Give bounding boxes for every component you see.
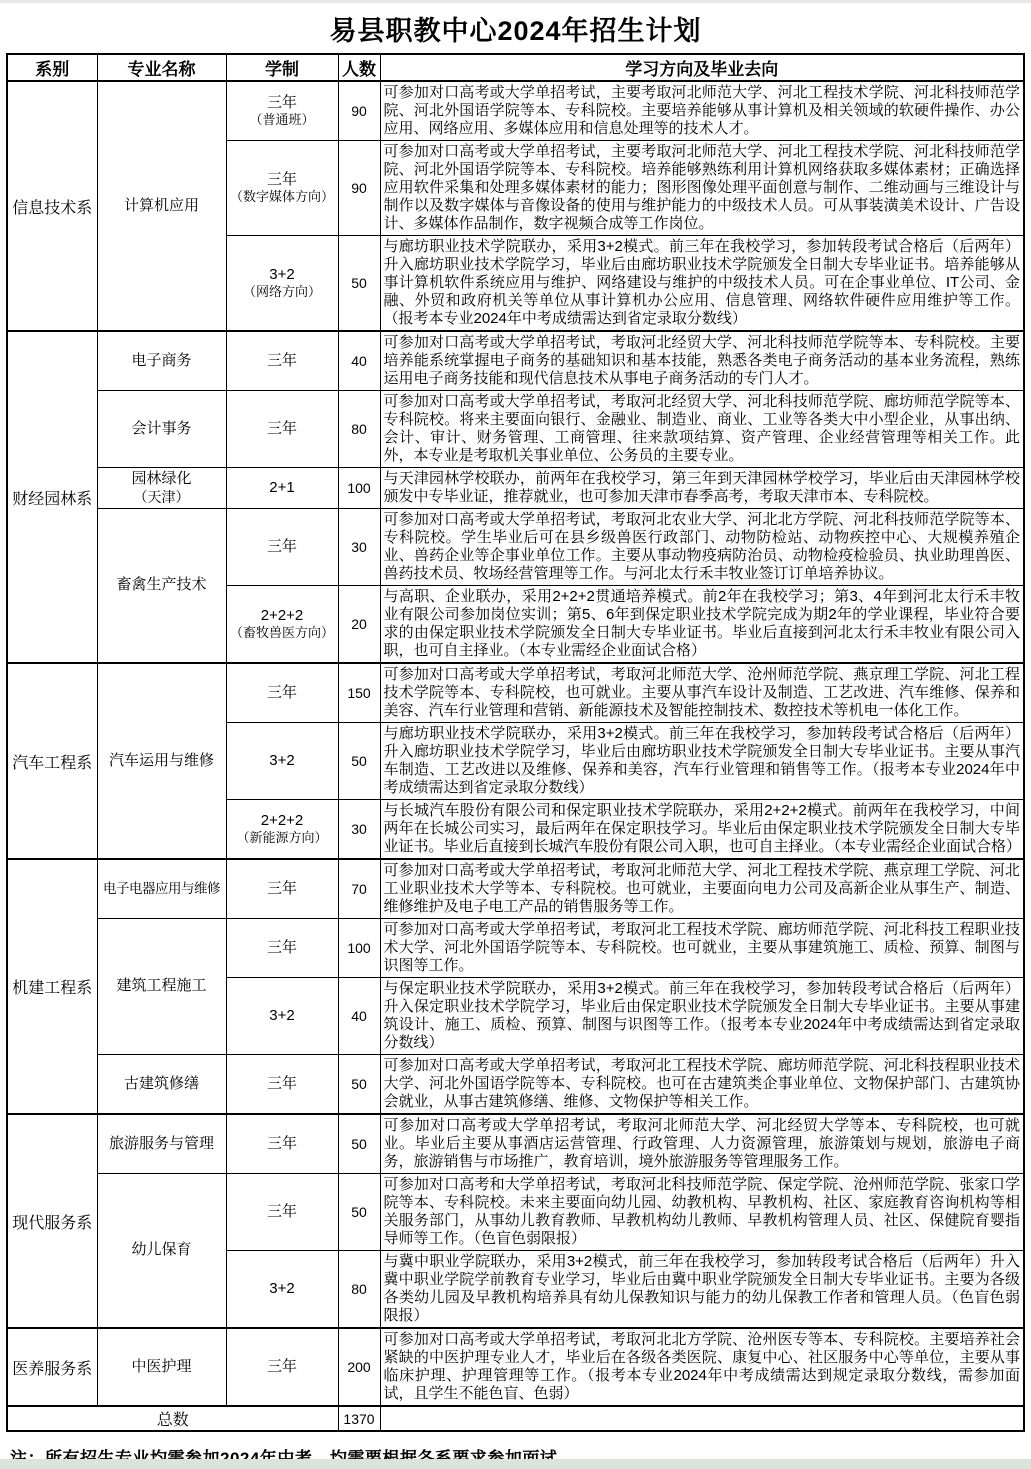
column-header-direction: 学习方向及毕业去向: [380, 54, 1024, 81]
duration-main: 三年: [266, 1135, 297, 1153]
direction-cell: 可参加对口高考或大学单招考试，主要考取河北师范大学、河北工程技术学院、河北科技师范学院、河北外国语学院等本、专科院校。主要培养能够从事计算机及相关领域的软硬件操作、办公应用、网络应用、多媒体应用和信息处理等的技术人才。: [380, 81, 1024, 141]
dept-cell: 机建工程系: [7, 859, 97, 1114]
count-cell: 50: [338, 1055, 380, 1115]
duration-main: 三年: [266, 880, 297, 898]
total-blank-cell: [380, 1406, 1024, 1431]
total-label: 总数: [7, 1406, 338, 1431]
count-cell: 90: [338, 141, 380, 236]
direction-cell: 可参加对口高考或大学单招考试，考取河北工程技术学院、廊坊师范学院、河北科技工程职业技术大学、河北外国语学院等本、专科院校。也可就业，主要从事建筑施工、质检、预算、制图与识图等工作。: [380, 919, 1024, 978]
count-cell: 70: [338, 859, 380, 919]
duration-main: 三年: [266, 93, 297, 111]
duration-cell: [226, 1055, 338, 1115]
direction-cell: 与廊坊职业技术学院联办，采用3+2模式。前三年在我校学习，参加转段考试合格后（后两年）升入廊坊职业技术学院学习，毕业后由廊坊职业技术学院颁发全日制大专毕业证书。培养能够从事计算机软件系统应用与维护、网络建设与维护的中级技术人员。可在企事业单位、IT公司、金融、外贸和政府机关等单位从事计算机办公应用、信息管理、网络软件硬件应用维护等工作。（报考本专业2024年中考成绩需达到省定录取分数线）: [380, 236, 1024, 332]
direction-cell: 可参加对口高考或大学单招考试，考取河北工程技术学院、廊坊师范学院、河北科技程职业技术大学、河北外国语学院等本、专科院校。也可在古建筑类企事业单位、文物保护部门、古建筑协会就业，从事古建筑修缮、维修、文物保护等相关工作。: [380, 1055, 1024, 1115]
duration-cell: [226, 978, 338, 1055]
duration-cell: [226, 723, 338, 800]
direction-cell: 与天津园林学校联办，前两年在我校学习，第三年到天津园林学校学习，毕业后由天津园林学校颁发中专毕业证，推荐就业，也可参加天津市春季高考，考取天津市本、专科院校。: [380, 468, 1024, 509]
direction-cell: 与冀中职业学院联办，采用3+2模式，前三年在我校学习，参加转段考试合格后（后两年）升入冀中职业学院学前教育专业学习，毕业后由冀中职业学院颁发全日制大专毕业证书。主要为各级各类幼儿园及早教机构培养具有幼儿保教知识与能力的幼儿保教工作者和管理人员。（色盲色弱限报）: [380, 1251, 1024, 1329]
major-name: 建筑工程施工: [116, 977, 207, 995]
major-cell: [97, 81, 226, 331]
dept-cell: 财经园林系: [7, 331, 97, 663]
duration-main: 3+2: [269, 1280, 295, 1298]
total-row: [7, 1406, 1024, 1431]
major-cell: [97, 468, 226, 509]
count-cell: 100: [338, 468, 380, 509]
major-name: 古建筑修缮: [123, 1074, 199, 1092]
duration-main: 3+2: [269, 752, 295, 770]
duration-cell: [226, 141, 338, 236]
table-row: [7, 663, 1024, 723]
direction-cell: 可参加对口高考或大学单招考试，主要考取河北师范大学、河北工程技术学院、河北科技师范学院、河北外国语学院等本、专科院校。培养能够熟练利用计算机网络获取多媒体素材；正确选择应用软件采集和处理多媒体素材的能力；图形图像处理平面创意与制作、二维动画与三维设计与制作以及数字媒体与音像设备的使用与维护能力的中级技术人员。可从事装潢美术设计、广告设计、多媒体作品制作，数字视频合成等工作岗位。: [380, 141, 1024, 236]
count-cell: 40: [338, 978, 380, 1055]
major-name: 畜禽生产技术: [116, 576, 207, 594]
major-name: 计算机应用: [123, 196, 199, 214]
table-row: [7, 919, 1024, 978]
major-cell: [97, 509, 226, 664]
duration-main: 三年: [266, 1075, 297, 1093]
count-cell: 80: [338, 391, 380, 468]
major-cell: [97, 1114, 226, 1174]
dept-cell: 现代服务系: [7, 1114, 97, 1328]
table-row: [7, 468, 1024, 509]
table-row: [7, 1328, 1024, 1406]
count-cell: 30: [338, 509, 380, 586]
major-sub: （天津）: [133, 488, 190, 505]
major-name: 旅游服务与管理: [108, 1134, 214, 1152]
duration-cell: [226, 1328, 338, 1406]
direction-cell: 可参加对口高考或大学单招考试，考取河北农业大学、河北北方学院、河北科技师范学院等本、专科院校。学生毕业后可在县乡级兽医行政部门、动物防检站、动物疾控中心、大规模养殖企业、兽药企业等企事业单位工作。主要从事动物疫病防治员、动物检疫检验员、执业助理兽医、兽药技术员、牧场经营管理等工作。与河北太行禾丰牧业签订订单培养协议。: [380, 509, 1024, 586]
table-row: [7, 1114, 1024, 1174]
duration-main: 三年: [266, 352, 297, 370]
count-cell: 200: [338, 1328, 380, 1406]
table-row: [7, 509, 1024, 586]
duration-cell: [226, 1174, 338, 1251]
duration-main: 三年: [266, 420, 297, 438]
duration-cell: [226, 509, 338, 586]
duration-main: 2+1: [269, 479, 295, 497]
column-header-dept: 系别: [7, 54, 97, 81]
direction-cell: 可参加对口高考或大学单招考试，考取河北经贸大学、河北科技师范学院等本、专科院校。主要培养能系统掌握电子商务的基础知识和基本技能，熟悉各类电子商务活动的基本业务流程，熟练运用电子商务技能和现代信息技术从事电子商务活动的专门人才。: [380, 331, 1024, 391]
duration-sub: （畜牧兽医方向）: [229, 625, 334, 641]
column-header-duration: 学制: [226, 54, 338, 81]
duration-cell: [226, 236, 338, 332]
table-row: [7, 331, 1024, 391]
duration-main: 3+2: [269, 1007, 295, 1025]
header-row: [7, 54, 1024, 81]
direction-cell: 可参加对口高考或大学单招考试，考取河北师范大学、河北工程技术学院、燕京理工学院、河北工业职业技术大学等本、专科院校。也可就业，主要面向电力公司及高新企业从事生产、制造、维修维护及电子电工产品的销售服务等工作。: [380, 859, 1024, 919]
table-row: [7, 859, 1024, 919]
duration-sub: （数字媒体方向）: [229, 189, 334, 205]
duration-main: 2+2+2: [260, 606, 304, 624]
major-cell: [97, 663, 226, 859]
page-bottom-strip: [0, 1459, 1031, 1469]
page-title: 易县职教中心2024年招生计划: [329, 16, 702, 46]
duration-sub: （新能源方向）: [236, 830, 328, 846]
duration-cell: [226, 81, 338, 141]
direction-cell: 可参加对口高考或大学单招考试，考取河北北方学院、沧州医专等本、专科院校。主要培养社会紧缺的中医护理专业人才，毕业后在各级各类医院、康复中心、社区服务中心等单位，主要从事临床护理、护理管理等工作。（报考本专业2024年中考成绩需达到规定录取分数线，需参加面试，且学生不能色盲、色弱）: [380, 1328, 1024, 1406]
major-cell: [97, 1328, 226, 1406]
total-value: 1370: [338, 1406, 380, 1431]
table-row: [7, 1055, 1024, 1115]
count-cell: 150: [338, 663, 380, 723]
duration-cell: [226, 391, 338, 468]
duration-main: 3+2: [269, 265, 295, 283]
enrollment-plan-table: [6, 53, 1025, 1432]
duration-cell: [226, 663, 338, 723]
duration-cell: [226, 331, 338, 391]
count-cell: 80: [338, 1251, 380, 1329]
direction-cell: 与高职、企业联办，采用2+2+2贯通培养模式。前2年在我校学习；第3、4年到河北太行禾丰牧业有限公司参加岗位实训；第5、6年到保定职业技术学院完成为期2年的学业课程，毕业符合要求的由保定职业技术学院颁发全日制大专毕业证书。毕业后直接到河北太行禾丰牧业有限公司入职，也可自主择业。（本专业需经企业面试合格）: [380, 586, 1024, 664]
column-header-count: 人数: [338, 54, 380, 81]
duration-cell: [226, 1251, 338, 1329]
major-cell: [97, 919, 226, 1055]
direction-cell: 与保定职业技术学院联办，采用3+2模式。前三年在我校学习，参加转段考试合格后（后两年）升入保定职业技术学院学习，毕业后由保定职业技术学院颁发全日制大专毕业证书。主要从事建筑设计、施工、质检、预算、制图与识图等工作。（报考本专业2024年中考成绩需达到省定录取分数线）: [380, 978, 1024, 1055]
duration-sub: （普通班）: [249, 112, 315, 128]
count-cell: 50: [338, 723, 380, 800]
dept-cell: 汽车工程系: [7, 663, 97, 859]
table-row: [7, 81, 1024, 141]
direction-cell: 可参加对口高考或大学单招考试，考取河北经贸大学、河北科技师范学院、廊坊师范学院等本、专科院校。将来主要面向银行、金融业、制造业、商业、工业等各类大中小型企业，从事出纳、会计、审计、财务管理、工商管理、往来款项结算、资产管理、企业经营管理等相关工作。此外，本专业是考取机关事业单位、公务员的主要专业。: [380, 391, 1024, 468]
count-cell: 20: [338, 586, 380, 664]
duration-main: 三年: [266, 939, 297, 957]
major-cell: [97, 391, 226, 468]
duration-main: 三年: [266, 1358, 297, 1376]
direction-cell: 可参加对口高考或大学单招考试，考取河北师范大学、河北经贸大学等本、专科院校，也可就业。毕业后主要从事酒店运营管理、行政管理、人力资源管理，旅游策划与规划，旅游电子商务，旅游销售与市场推广，教育培训，境外旅游服务等管理服务工作。: [380, 1114, 1024, 1174]
direction-cell: 可参加对口高考或大学单招考试，考取河北师范大学、沧州师范学院、燕京理工学院、河北工程技术学院等本、专科院校，也可就业。主要从事汽车设计及制造、工艺改进、汽车维修、保养和美容、汽车行业管理和营销、新能源技术及智能控制技术、数控技术等机电一体化工作。: [380, 663, 1024, 723]
duration-main: 2+2+2: [260, 811, 304, 829]
major-name: 会计事务: [131, 419, 192, 437]
duration-main: 三年: [266, 1203, 297, 1221]
count-cell: 50: [338, 236, 380, 332]
duration-cell: [226, 800, 338, 860]
major-name: 电子电器应用与维修: [103, 880, 220, 896]
major-name: 汽车运用与维修: [108, 751, 214, 769]
major-cell: [97, 859, 226, 919]
count-cell: 50: [338, 1174, 380, 1251]
count-cell: 40: [338, 331, 380, 391]
duration-cell: [226, 859, 338, 919]
duration-sub: （网络方向）: [242, 284, 321, 300]
major-cell: [97, 331, 226, 391]
major-name: 电子商务: [131, 351, 192, 369]
table-row: [7, 1174, 1024, 1251]
dept-cell: 信息技术系: [7, 81, 97, 331]
direction-cell: 与长城汽车股份有限公司和保定职业技术学院联办，采用2+2+2模式。前两年在我校学习，中间两年在长城公司实习，最后两年在保定职技学习。毕业后由保定职业技术学院颁发全日制大专毕业证书。毕业后直接到长城汽车股份有限公司入职，也可自主择业。（本专业需经企业面试合格）: [380, 800, 1024, 860]
duration-main: 三年: [266, 684, 297, 702]
major-cell: [97, 1174, 226, 1329]
column-header-major: 专业名称: [97, 54, 226, 81]
duration-cell: [226, 468, 338, 509]
major-name: 幼儿保育: [131, 1241, 192, 1259]
count-cell: 100: [338, 919, 380, 978]
count-cell: 50: [338, 1114, 380, 1174]
major-cell: [97, 1055, 226, 1115]
duration-main: 三年: [266, 170, 297, 188]
count-cell: 30: [338, 800, 380, 860]
duration-main: 三年: [266, 538, 297, 556]
direction-cell: 可参加对口高考和大学单招考试，考取河北科技师范学院、保定学院、沧州师范学院、张家口学院等本、专科院校。未来主要面向幼儿园、幼教机构、早教机构、社区、家庭教育咨询机构等相关服务部门，从事幼儿教育教师、早教机构幼儿教师、早教机构管理人员、社区、保健院育婴指导师等工作。（色盲色弱限报）: [380, 1174, 1024, 1251]
table-row: [7, 391, 1024, 468]
major-name: 中医护理: [131, 1357, 192, 1375]
count-cell: 90: [338, 81, 380, 141]
duration-cell: [226, 1114, 338, 1174]
direction-cell: 与廊坊职业技术学院联办，采用3+2模式。前三年在我校学习，参加转段考试合格后（后两年）升入廊坊职业技术学院学习，毕业后由廊坊职业技术学院颁发全日制大专毕业证书。主要从事汽车制造、工艺改进以及维修、保养和美容，汽车行业管理和销售等工作。（报考本专业2024年中考成绩需达到省定录取分数线）: [380, 723, 1024, 800]
major-name: 园林绿化: [131, 469, 192, 487]
duration-cell: [226, 586, 338, 664]
dept-cell: 医养服务系: [7, 1328, 97, 1406]
duration-cell: [226, 919, 338, 978]
